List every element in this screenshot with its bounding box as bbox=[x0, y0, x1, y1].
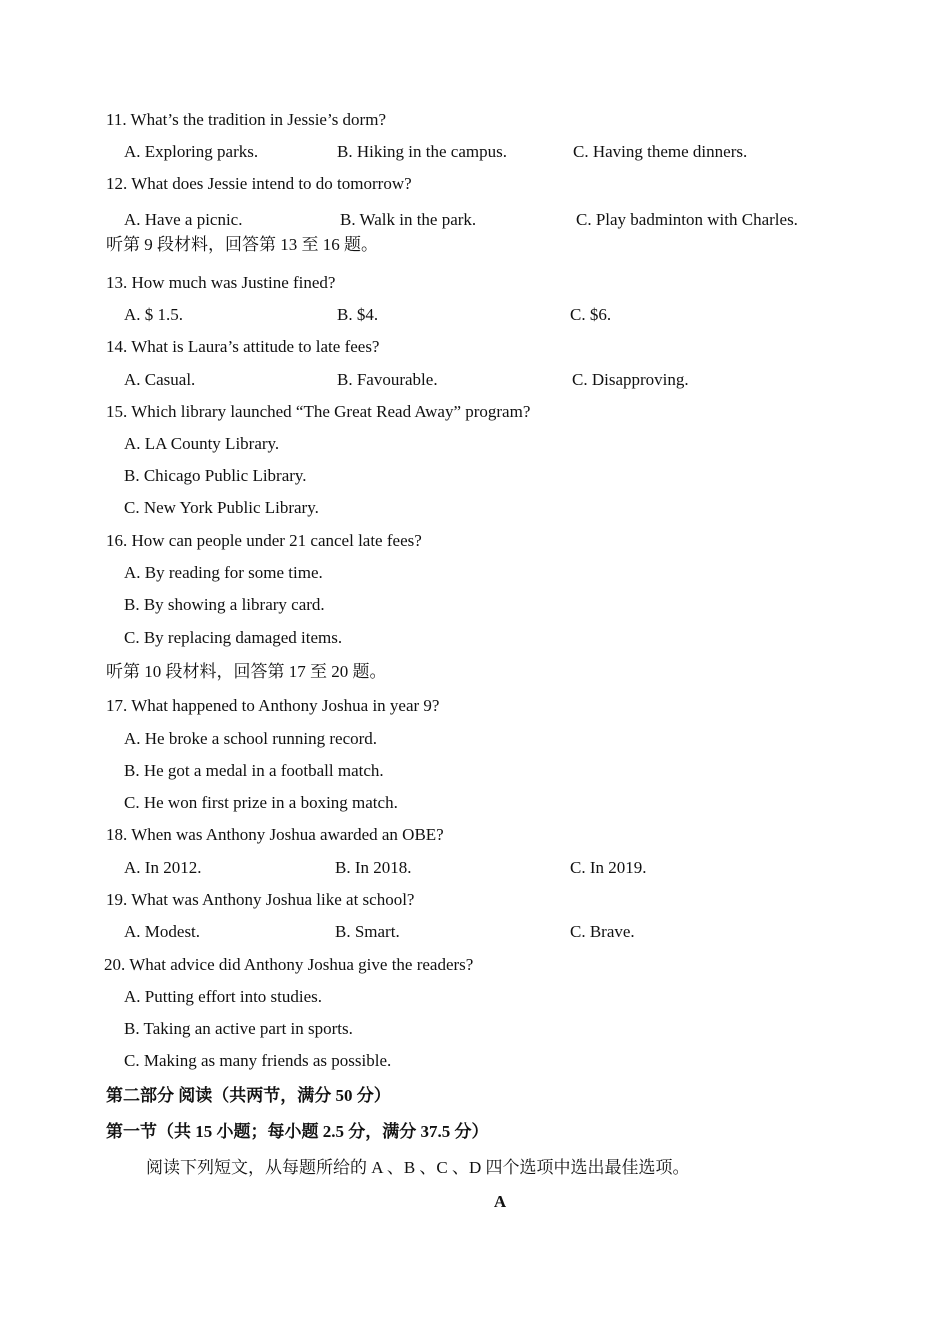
question-17-option-a: A. He broke a school running record. bbox=[124, 729, 378, 748]
question-11-option-a: A. Exploring parks. bbox=[124, 142, 259, 161]
section-1-heading: 第一节（共 15 小题；每小题 2.5 分，满分 37.5 分） bbox=[106, 1122, 489, 1141]
question-16-option-b: B. By showing a library card. bbox=[124, 595, 325, 614]
question-16-option-c: C. By replacing damaged items. bbox=[124, 628, 343, 647]
question-12-option-a: A. Have a picnic. bbox=[124, 210, 243, 229]
question-20-option-b: B. Taking an active part in sports. bbox=[124, 1019, 353, 1038]
question-16-option-a: A. By reading for some time. bbox=[124, 563, 323, 582]
question-17-option-b: B. He got a medal in a football match. bbox=[124, 761, 384, 780]
question-20-option-c: C. Making as many friends as possible. bbox=[124, 1051, 392, 1070]
question-15: 15. Which library launched “The Great Read Away” program? bbox=[106, 402, 531, 421]
question-12-option-c: C. Play badminton with Charles. bbox=[576, 210, 798, 229]
question-15-option-c: C. New York Public Library. bbox=[124, 498, 319, 517]
part-2-heading: 第二部分 阅读（共两节，满分 50 分） bbox=[106, 1086, 391, 1105]
question-17-option-c: C. He won first prize in a boxing match. bbox=[124, 793, 398, 812]
question-13-option-a: A. $ 1.5. bbox=[124, 305, 184, 324]
question-19: 19. What was Anthony Joshua like at school? bbox=[106, 890, 415, 909]
question-19-option-a: A. Modest. bbox=[124, 922, 201, 941]
question-13: 13. How much was Justine fined? bbox=[106, 273, 336, 292]
question-16: 16. How can people under 21 cancel late fees? bbox=[106, 531, 422, 550]
question-15-option-a: A. LA County Library. bbox=[124, 434, 280, 453]
question-14: 14. What is Laura’s attitude to late fees? bbox=[106, 337, 380, 356]
question-20-option-a: A. Putting effort into studies. bbox=[124, 987, 323, 1006]
question-17: 17. What happened to Anthony Joshua in year 9? bbox=[106, 696, 440, 715]
question-14-option-a: A. Casual. bbox=[124, 370, 196, 389]
question-14-option-b: B. Favourable. bbox=[337, 370, 438, 389]
question-19-option-b: B. Smart. bbox=[335, 922, 400, 941]
question-15-option-b: B. Chicago Public Library. bbox=[124, 466, 307, 485]
question-13-option-b: B. $4. bbox=[337, 305, 379, 324]
question-11: 11. What’s the tradition in Jessie’s dorm? bbox=[106, 110, 386, 129]
passage-label: A bbox=[493, 1192, 507, 1211]
question-20: 20. What advice did Anthony Joshua give the readers? bbox=[104, 955, 474, 974]
question-18-option-b: B. In 2018. bbox=[335, 858, 412, 877]
section-10-instruction: 听第 10 段材料，回答第 17 至 20 题。 bbox=[106, 662, 387, 681]
question-18-option-c: C. In 2019. bbox=[570, 858, 647, 877]
question-11-option-c: C. Having theme dinners. bbox=[573, 142, 748, 161]
question-14-option-c: C. Disapproving. bbox=[572, 370, 689, 389]
question-19-option-c: C. Brave. bbox=[570, 922, 635, 941]
section-9-instruction: 听第 9 段材料，回答第 13 至 16 题。 bbox=[106, 235, 378, 254]
question-18-option-a: A. In 2012. bbox=[124, 858, 202, 877]
question-13-option-c: C. $6. bbox=[570, 305, 612, 324]
question-18: 18. When was Anthony Joshua awarded an OBE? bbox=[106, 825, 444, 844]
reading-instruction: 阅读下列短文，从每题所给的 A 、B 、C 、D 四个选项中选出最佳选项。 bbox=[146, 1158, 690, 1177]
question-12: 12. What does Jessie intend to do tomorrow? bbox=[106, 174, 412, 193]
question-11-option-b: B. Hiking in the campus. bbox=[337, 142, 507, 161]
question-12-option-b: B. Walk in the park. bbox=[340, 210, 477, 229]
